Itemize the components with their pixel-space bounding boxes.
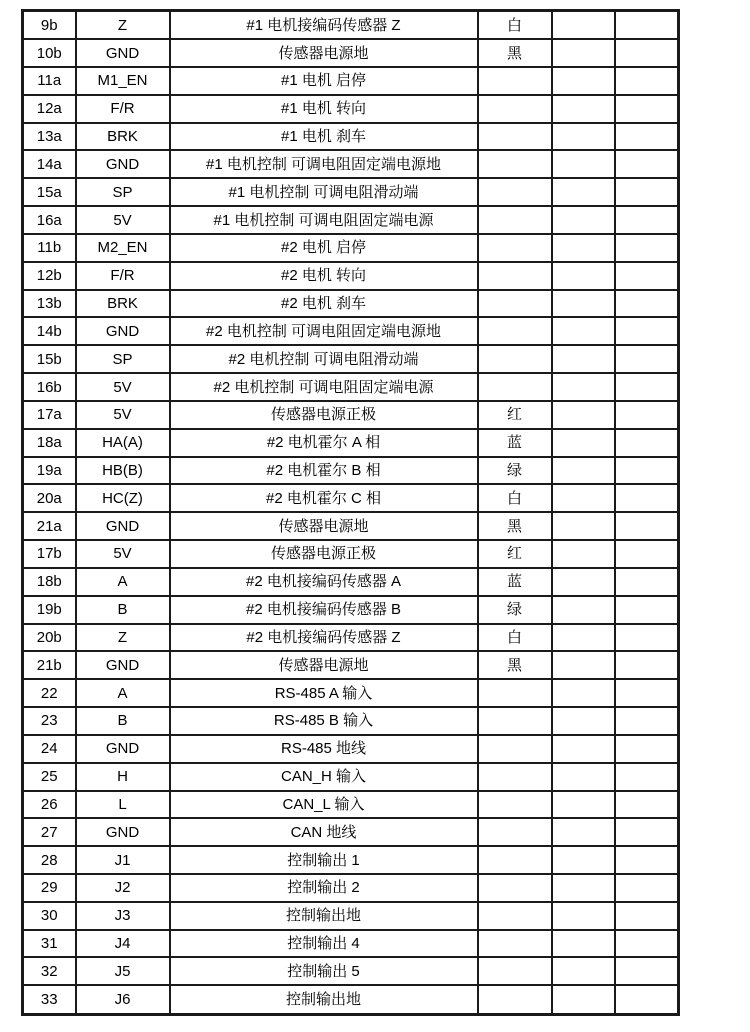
extra-cell-1 xyxy=(552,206,615,234)
extra-cell-2 xyxy=(615,401,679,429)
table-row xyxy=(23,568,679,596)
description-cell: 传感器电源地 xyxy=(170,39,478,67)
description-cell: #1 电机控制 可调电阻滑动端 xyxy=(170,178,478,206)
wire-color-cell xyxy=(478,234,552,262)
extra-cell-2 xyxy=(615,902,679,930)
wire-color-cell xyxy=(478,818,552,846)
extra-cell-1 xyxy=(552,985,615,1014)
signal-name-cell: J6 xyxy=(76,985,170,1014)
extra-cell-1 xyxy=(552,401,615,429)
table-row xyxy=(23,11,679,40)
extra-cell-1 xyxy=(552,568,615,596)
pin-number-cell: 33 xyxy=(23,985,76,1014)
extra-cell-2 xyxy=(615,763,679,791)
wire-color-cell xyxy=(478,262,552,290)
signal-name-cell: GND xyxy=(76,39,170,67)
signal-name-cell: 5V xyxy=(76,206,170,234)
signal-name-cell: J3 xyxy=(76,902,170,930)
wire-color-cell xyxy=(478,791,552,819)
extra-cell-2 xyxy=(615,930,679,958)
table-row xyxy=(23,345,679,373)
pin-number-cell: 24 xyxy=(23,735,76,763)
wire-color-cell xyxy=(478,735,552,763)
signal-name-cell: GND xyxy=(76,150,170,178)
description-cell: #1 电机接编码传感器 Z xyxy=(170,11,478,40)
description-cell: #2 电机霍尔 A 相 xyxy=(170,429,478,457)
extra-cell-1 xyxy=(552,763,615,791)
pin-number-cell: 15a xyxy=(23,178,76,206)
extra-cell-2 xyxy=(615,178,679,206)
wire-color-cell xyxy=(478,707,552,735)
wire-color-cell xyxy=(478,206,552,234)
pin-number-cell: 20a xyxy=(23,484,76,512)
signal-name-cell: GND xyxy=(76,735,170,763)
wire-color-cell: 黑 xyxy=(478,39,552,67)
description-cell: #2 电机接编码传感器 Z xyxy=(170,624,478,652)
signal-name-cell: F/R xyxy=(76,262,170,290)
table-row xyxy=(23,178,679,206)
wire-color-cell: 蓝 xyxy=(478,429,552,457)
extra-cell-2 xyxy=(615,957,679,985)
wire-color-cell xyxy=(478,957,552,985)
pin-number-cell: 10b xyxy=(23,39,76,67)
pin-number-cell: 30 xyxy=(23,902,76,930)
table-row xyxy=(23,624,679,652)
extra-cell-2 xyxy=(615,95,679,123)
signal-name-cell: 5V xyxy=(76,401,170,429)
pin-number-cell: 27 xyxy=(23,818,76,846)
table-row xyxy=(23,401,679,429)
description-cell: #1 电机 启停 xyxy=(170,67,478,95)
description-cell: CAN 地线 xyxy=(170,818,478,846)
wire-color-cell xyxy=(478,150,552,178)
extra-cell-1 xyxy=(552,373,615,401)
table-row xyxy=(23,985,679,1014)
extra-cell-2 xyxy=(615,290,679,318)
table-row xyxy=(23,457,679,485)
extra-cell-1 xyxy=(552,39,615,67)
pin-number-cell: 14b xyxy=(23,317,76,345)
pin-number-cell: 25 xyxy=(23,763,76,791)
pin-number-cell: 14a xyxy=(23,150,76,178)
table-row xyxy=(23,735,679,763)
description-cell: #2 电机控制 可调电阻固定端电源地 xyxy=(170,317,478,345)
table-row xyxy=(23,818,679,846)
extra-cell-2 xyxy=(615,345,679,373)
description-cell: #2 电机控制 可调电阻滑动端 xyxy=(170,345,478,373)
wire-color-cell: 白 xyxy=(478,11,552,40)
signal-name-cell: A xyxy=(76,679,170,707)
extra-cell-1 xyxy=(552,902,615,930)
table-row xyxy=(23,373,679,401)
wire-color-cell: 红 xyxy=(478,401,552,429)
wire-color-cell: 白 xyxy=(478,624,552,652)
extra-cell-2 xyxy=(615,512,679,540)
description-cell: RS-485 B 输入 xyxy=(170,707,478,735)
signal-name-cell: M2_EN xyxy=(76,234,170,262)
extra-cell-2 xyxy=(615,651,679,679)
signal-name-cell: 5V xyxy=(76,373,170,401)
extra-cell-1 xyxy=(552,262,615,290)
signal-name-cell: F/R xyxy=(76,95,170,123)
table-row xyxy=(23,707,679,735)
table-row xyxy=(23,39,679,67)
signal-name-cell: H xyxy=(76,763,170,791)
extra-cell-2 xyxy=(615,206,679,234)
extra-cell-2 xyxy=(615,11,679,40)
extra-cell-2 xyxy=(615,540,679,568)
pin-number-cell: 13a xyxy=(23,123,76,151)
description-cell: 传感器电源正极 xyxy=(170,401,478,429)
wire-color-cell xyxy=(478,679,552,707)
extra-cell-2 xyxy=(615,818,679,846)
extra-cell-1 xyxy=(552,846,615,874)
wire-color-cell xyxy=(478,874,552,902)
extra-cell-2 xyxy=(615,429,679,457)
extra-cell-2 xyxy=(615,457,679,485)
wire-color-cell xyxy=(478,290,552,318)
wire-color-cell: 黑 xyxy=(478,512,552,540)
table-row xyxy=(23,317,679,345)
pin-number-cell: 29 xyxy=(23,874,76,902)
description-cell: #1 电机控制 可调电阻固定端电源地 xyxy=(170,150,478,178)
pin-number-cell: 17a xyxy=(23,401,76,429)
extra-cell-1 xyxy=(552,874,615,902)
wire-color-cell xyxy=(478,373,552,401)
extra-cell-2 xyxy=(615,484,679,512)
signal-name-cell: HC(Z) xyxy=(76,484,170,512)
extra-cell-1 xyxy=(552,679,615,707)
wire-color-cell xyxy=(478,846,552,874)
pin-number-cell: 32 xyxy=(23,957,76,985)
signal-name-cell: J2 xyxy=(76,874,170,902)
signal-name-cell: J1 xyxy=(76,846,170,874)
description-cell: #1 电机 转向 xyxy=(170,95,478,123)
description-cell: CAN_H 输入 xyxy=(170,763,478,791)
extra-cell-1 xyxy=(552,345,615,373)
pin-number-cell: 20b xyxy=(23,624,76,652)
signal-name-cell: SP xyxy=(76,178,170,206)
table-row xyxy=(23,679,679,707)
signal-name-cell: HA(A) xyxy=(76,429,170,457)
extra-cell-2 xyxy=(615,123,679,151)
extra-cell-2 xyxy=(615,624,679,652)
pin-number-cell: 12b xyxy=(23,262,76,290)
extra-cell-1 xyxy=(552,150,615,178)
wire-color-cell: 黑 xyxy=(478,651,552,679)
table-row xyxy=(23,429,679,457)
table-row xyxy=(23,902,679,930)
signal-name-cell: GND xyxy=(76,651,170,679)
signal-name-cell: B xyxy=(76,707,170,735)
extra-cell-2 xyxy=(615,679,679,707)
table-row xyxy=(23,651,679,679)
extra-cell-1 xyxy=(552,234,615,262)
extra-cell-1 xyxy=(552,429,615,457)
wire-color-cell xyxy=(478,902,552,930)
table-row xyxy=(23,150,679,178)
description-cell: 传感器电源正极 xyxy=(170,540,478,568)
table-row xyxy=(23,123,679,151)
extra-cell-2 xyxy=(615,735,679,763)
signal-name-cell: J5 xyxy=(76,957,170,985)
extra-cell-2 xyxy=(615,707,679,735)
pin-definition-table xyxy=(21,9,680,1016)
extra-cell-2 xyxy=(615,791,679,819)
extra-cell-2 xyxy=(615,874,679,902)
signal-name-cell: 5V xyxy=(76,540,170,568)
signal-name-cell: B xyxy=(76,596,170,624)
signal-name-cell: Z xyxy=(76,624,170,652)
wire-color-cell: 绿 xyxy=(478,596,552,624)
description-cell: 控制输出 5 xyxy=(170,957,478,985)
wire-color-cell: 蓝 xyxy=(478,568,552,596)
table-row xyxy=(23,957,679,985)
extra-cell-1 xyxy=(552,957,615,985)
table-row xyxy=(23,262,679,290)
signal-name-cell: GND xyxy=(76,818,170,846)
table-row xyxy=(23,95,679,123)
description-cell: #1 电机控制 可调电阻固定端电源 xyxy=(170,206,478,234)
pin-number-cell: 9b xyxy=(23,11,76,40)
wire-color-cell xyxy=(478,67,552,95)
pin-number-cell: 15b xyxy=(23,345,76,373)
extra-cell-1 xyxy=(552,651,615,679)
description-cell: #2 电机 启停 xyxy=(170,234,478,262)
signal-name-cell: Z xyxy=(76,11,170,40)
extra-cell-2 xyxy=(615,262,679,290)
pin-number-cell: 12a xyxy=(23,95,76,123)
description-cell: #2 电机霍尔 C 相 xyxy=(170,484,478,512)
pin-number-cell: 26 xyxy=(23,791,76,819)
description-cell: 控制输出 2 xyxy=(170,874,478,902)
pin-number-cell: 21a xyxy=(23,512,76,540)
extra-cell-1 xyxy=(552,290,615,318)
extra-cell-1 xyxy=(552,540,615,568)
pin-number-cell: 16b xyxy=(23,373,76,401)
extra-cell-1 xyxy=(552,123,615,151)
extra-cell-2 xyxy=(615,234,679,262)
description-cell: #2 电机接编码传感器 A xyxy=(170,568,478,596)
table-row xyxy=(23,234,679,262)
table-row xyxy=(23,791,679,819)
signal-name-cell: J4 xyxy=(76,930,170,958)
extra-cell-1 xyxy=(552,596,615,624)
description-cell: 控制输出地 xyxy=(170,985,478,1014)
table-row xyxy=(23,930,679,958)
extra-cell-1 xyxy=(552,791,615,819)
description-cell: 传感器电源地 xyxy=(170,512,478,540)
signal-name-cell: HB(B) xyxy=(76,457,170,485)
table-row xyxy=(23,484,679,512)
extra-cell-2 xyxy=(615,317,679,345)
extra-cell-2 xyxy=(615,39,679,67)
extra-cell-2 xyxy=(615,985,679,1014)
pin-number-cell: 21b xyxy=(23,651,76,679)
pin-number-cell: 19a xyxy=(23,457,76,485)
wire-color-cell xyxy=(478,317,552,345)
description-cell: 控制输出 1 xyxy=(170,846,478,874)
pin-number-cell: 11a xyxy=(23,67,76,95)
pin-number-cell: 16a xyxy=(23,206,76,234)
wire-color-cell: 白 xyxy=(478,484,552,512)
extra-cell-1 xyxy=(552,512,615,540)
extra-cell-2 xyxy=(615,150,679,178)
description-cell: #1 电机 刹车 xyxy=(170,123,478,151)
description-cell: #2 电机接编码传感器 B xyxy=(170,596,478,624)
table-row xyxy=(23,763,679,791)
description-cell: 控制输出地 xyxy=(170,902,478,930)
pin-number-cell: 28 xyxy=(23,846,76,874)
description-cell: 控制输出 4 xyxy=(170,930,478,958)
extra-cell-1 xyxy=(552,735,615,763)
description-cell: RS-485 A 输入 xyxy=(170,679,478,707)
description-cell: CAN_L 输入 xyxy=(170,791,478,819)
extra-cell-1 xyxy=(552,11,615,40)
wire-color-cell xyxy=(478,345,552,373)
signal-name-cell: A xyxy=(76,568,170,596)
description-cell: 传感器电源地 xyxy=(170,651,478,679)
extra-cell-1 xyxy=(552,624,615,652)
wire-color-cell xyxy=(478,123,552,151)
description-cell: #2 电机 转向 xyxy=(170,262,478,290)
extra-cell-1 xyxy=(552,930,615,958)
table-row xyxy=(23,290,679,318)
pin-number-cell: 18b xyxy=(23,568,76,596)
extra-cell-2 xyxy=(615,846,679,874)
extra-cell-1 xyxy=(552,95,615,123)
extra-cell-2 xyxy=(615,373,679,401)
description-cell: RS-485 地线 xyxy=(170,735,478,763)
signal-name-cell: SP xyxy=(76,345,170,373)
extra-cell-1 xyxy=(552,67,615,95)
wire-color-cell xyxy=(478,95,552,123)
pin-number-cell: 17b xyxy=(23,540,76,568)
description-cell: #2 电机霍尔 B 相 xyxy=(170,457,478,485)
signal-name-cell: GND xyxy=(76,512,170,540)
wire-color-cell xyxy=(478,930,552,958)
extra-cell-1 xyxy=(552,457,615,485)
wire-color-cell: 绿 xyxy=(478,457,552,485)
wire-color-cell xyxy=(478,985,552,1014)
wire-color-cell xyxy=(478,763,552,791)
pin-number-cell: 23 xyxy=(23,707,76,735)
extra-cell-2 xyxy=(615,67,679,95)
table-row xyxy=(23,540,679,568)
pin-table-body xyxy=(23,11,679,1015)
table-row xyxy=(23,846,679,874)
pin-number-cell: 22 xyxy=(23,679,76,707)
extra-cell-2 xyxy=(615,568,679,596)
extra-cell-1 xyxy=(552,707,615,735)
table-row xyxy=(23,874,679,902)
extra-cell-1 xyxy=(552,818,615,846)
table-row xyxy=(23,512,679,540)
signal-name-cell: BRK xyxy=(76,290,170,318)
signal-name-cell: BRK xyxy=(76,123,170,151)
table-row xyxy=(23,206,679,234)
extra-cell-1 xyxy=(552,484,615,512)
extra-cell-1 xyxy=(552,317,615,345)
description-cell: #2 电机控制 可调电阻固定端电源 xyxy=(170,373,478,401)
pin-number-cell: 11b xyxy=(23,234,76,262)
pin-number-cell: 13b xyxy=(23,290,76,318)
description-cell: #2 电机 刹车 xyxy=(170,290,478,318)
wire-color-cell xyxy=(478,178,552,206)
signal-name-cell: M1_EN xyxy=(76,67,170,95)
pin-number-cell: 18a xyxy=(23,429,76,457)
wire-color-cell: 红 xyxy=(478,540,552,568)
signal-name-cell: L xyxy=(76,791,170,819)
pin-number-cell: 31 xyxy=(23,930,76,958)
signal-name-cell: GND xyxy=(76,317,170,345)
pin-number-cell: 19b xyxy=(23,596,76,624)
table-row xyxy=(23,67,679,95)
table-row xyxy=(23,596,679,624)
extra-cell-2 xyxy=(615,596,679,624)
extra-cell-1 xyxy=(552,178,615,206)
